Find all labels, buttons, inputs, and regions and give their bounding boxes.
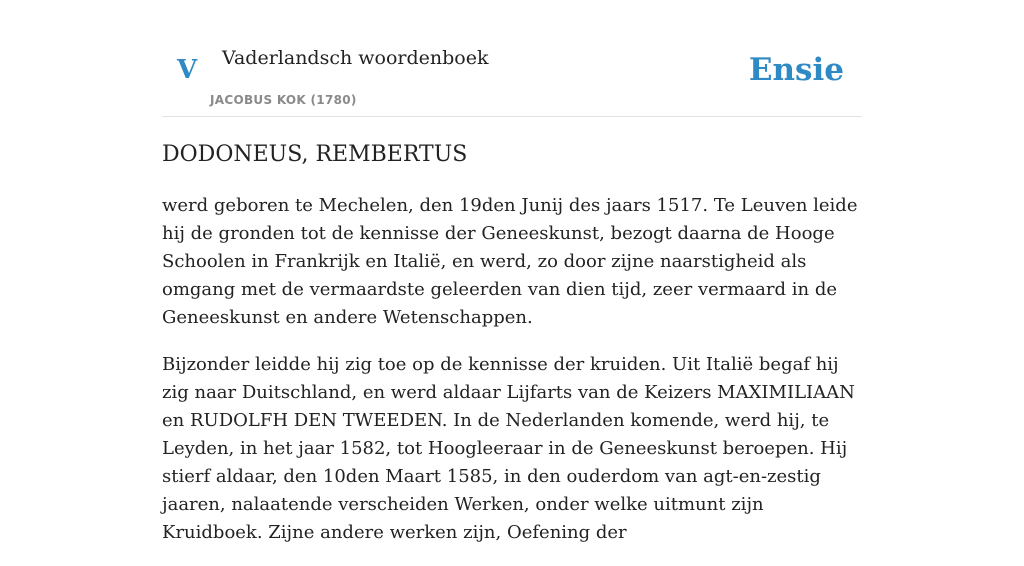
entry-content: [162, 192, 862, 566]
book-title-link[interactable]: Vaderlandsch woordenboek: [222, 47, 489, 69]
ensie-logo-link[interactable]: Ensie: [748, 52, 844, 88]
book-author: JACOBUS KOK (1780): [210, 93, 357, 107]
entry-title: DODONEUS, REMBERTUS: [162, 142, 468, 167]
entry-paragraph: Bijzonder leidde hij zig toe op de kennisse der kruiden. Uit Italië begaf hij zig naar Duitschland, en werd aldaar Lijfarts van de Keizers MAXIMILIAAN en RUDOLFH DEN TWEEDEN. In de Nederlanden komende, werd hij, te Leyden, in het jaar 1582, tot Hoogleeraar in de Geneeskunst beroepen. Hij stierf aldaar, den 10den Maart 1585, in den ouderdom van agt-en-zestig jaaren, nalaatende verscheiden Werken, onder welke uitmunt zijn Kruidboek. Zijne andere werken zijn, Oefening der: [162, 354, 855, 543]
entry-paragraph: werd geboren te Mechelen, den 19den Junij des jaars 1517. Te Leuven leide hij de gronden tot de kennisse der Geneeskunst, bezogt daarna de Hooge Schoolen in Frankrijk en Italië, en werd, zo door zijne naarstigheid als omgang met de vermaardste geleerden van dien tijd, zeer vermaard in de Geneeskunst en andere Wetenschappen.: [162, 195, 858, 328]
book-header: [162, 0, 862, 117]
letter-index-link[interactable]: V: [177, 55, 198, 85]
